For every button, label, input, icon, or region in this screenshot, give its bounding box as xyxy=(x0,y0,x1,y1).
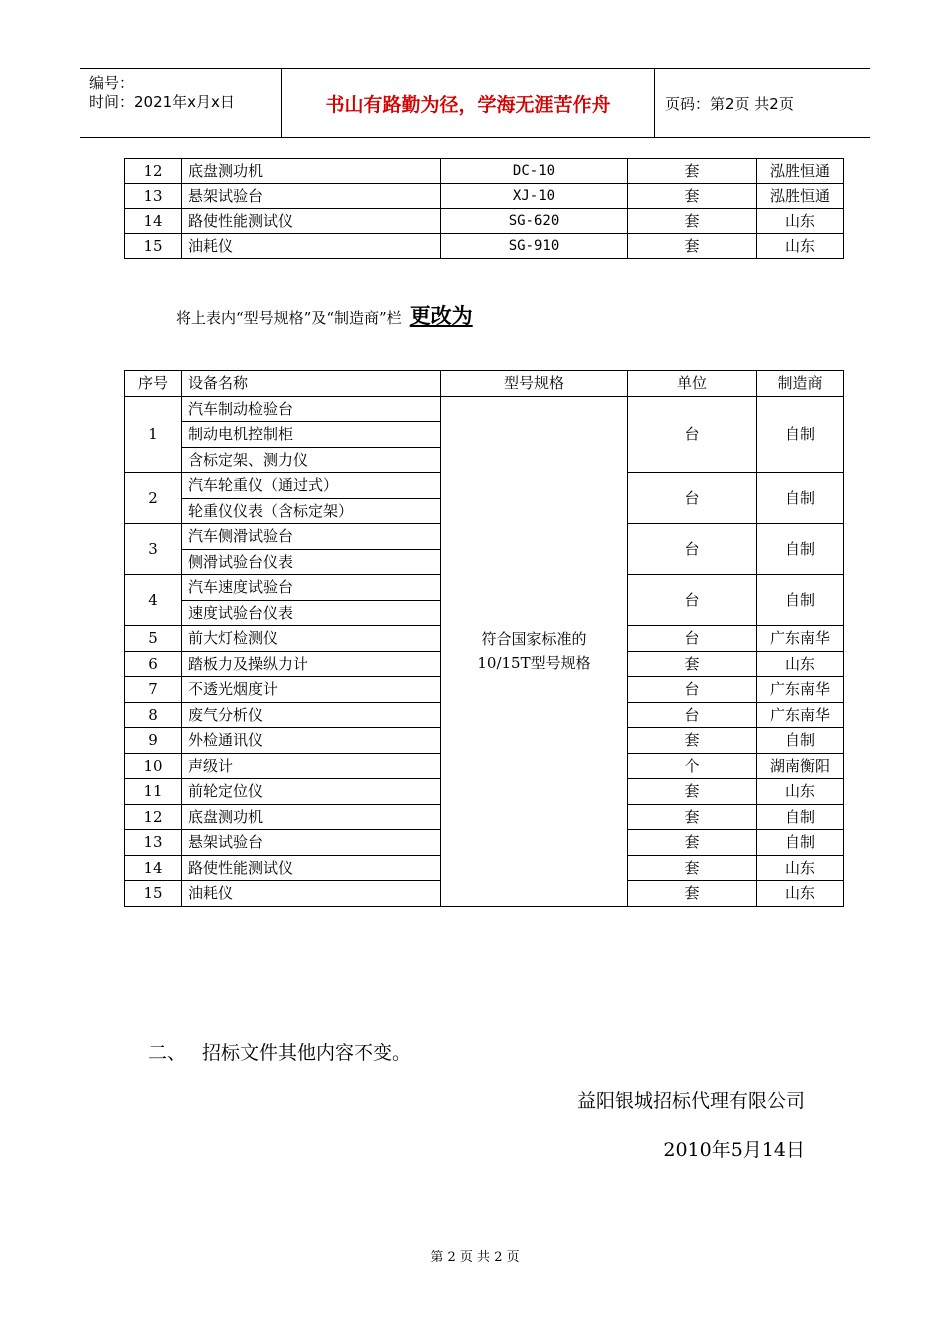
row-no: 2 xyxy=(125,473,182,524)
row-name: 汽车制动检验台 xyxy=(182,396,441,422)
signature-company: 益阳银城招标代理有限公司 xyxy=(576,1090,805,1112)
row-name: 底盘测功机 xyxy=(182,159,441,184)
row-no: 6 xyxy=(125,651,182,677)
row-name: 悬架试验台 xyxy=(182,184,441,209)
row-maker: 广东南华 xyxy=(757,702,844,728)
row-maker: 山东 xyxy=(757,209,844,234)
page-label: 页码：第2页 共2页 xyxy=(665,94,794,113)
row-unit: 套 xyxy=(628,855,757,881)
header-meta xyxy=(80,69,282,137)
row-name: 油耗仪 xyxy=(182,234,441,259)
row-maker: 泓胜恒通 xyxy=(757,184,844,209)
row-no: 15 xyxy=(125,881,182,907)
change-note xyxy=(176,300,473,330)
equipment-table-original xyxy=(124,158,844,259)
row-unit: 台 xyxy=(628,626,757,652)
row-maker: 泓胜恒通 xyxy=(757,159,844,184)
row-unit: 套 xyxy=(628,804,757,830)
row-name: 踏板力及操纵力计 xyxy=(182,651,441,677)
table-row xyxy=(125,396,844,422)
section-two-number: 二、 xyxy=(148,1042,187,1064)
row-name: 制动电机控制柜 xyxy=(182,422,441,448)
row-no: 12 xyxy=(125,804,182,830)
row-maker: 自制 xyxy=(757,396,844,473)
row-no: 7 xyxy=(125,677,182,703)
row-name: 侧滑试验台仪表 xyxy=(182,549,441,575)
row-no: 15 xyxy=(125,234,182,259)
row-unit: 台 xyxy=(628,524,757,575)
row-maker: 自制 xyxy=(757,830,844,856)
row-name: 前轮定位仪 xyxy=(182,779,441,805)
row-name: 汽车轮重仪（通过式） xyxy=(182,473,441,499)
header-unit: 单位 xyxy=(628,371,757,397)
row-name: 汽车速度试验台 xyxy=(182,575,441,601)
row-unit: 台 xyxy=(628,702,757,728)
row-no: 14 xyxy=(125,209,182,234)
page-footer: 第 2 页 共 2 页 xyxy=(430,1250,520,1265)
row-name: 声级计 xyxy=(182,753,441,779)
row-maker: 广东南华 xyxy=(757,626,844,652)
row-no: 5 xyxy=(125,626,182,652)
row-name: 路使性能测试仪 xyxy=(182,855,441,881)
row-unit: 台 xyxy=(628,396,757,473)
row-unit: 套 xyxy=(628,184,757,209)
row-name: 不透光烟度计 xyxy=(182,677,441,703)
row-unit: 套 xyxy=(628,234,757,259)
row-no: 4 xyxy=(125,575,182,626)
row-unit: 套 xyxy=(628,779,757,805)
row-no: 13 xyxy=(125,184,182,209)
row-unit: 套 xyxy=(628,830,757,856)
table-row xyxy=(125,209,844,234)
change-note-text: 将上表内“型号规格”及“制造商”栏 xyxy=(176,309,402,327)
code-label: 编号： xyxy=(89,74,135,92)
row-no: 8 xyxy=(125,702,182,728)
row-maker: 山东 xyxy=(757,855,844,881)
header-name: 设备名称 xyxy=(182,371,441,397)
change-note-emphasis: 更改为 xyxy=(409,304,473,328)
row-unit: 套 xyxy=(628,728,757,754)
row-unit: 台 xyxy=(628,473,757,524)
row-unit: 台 xyxy=(628,575,757,626)
row-maker: 山东 xyxy=(757,234,844,259)
equipment-table-revised xyxy=(124,370,844,907)
row-unit: 个 xyxy=(628,753,757,779)
row-model: SG-910 xyxy=(441,234,628,259)
row-name: 废气分析仪 xyxy=(182,702,441,728)
row-unit: 套 xyxy=(628,881,757,907)
section-two xyxy=(148,1038,411,1065)
row-model: SG-620 xyxy=(441,209,628,234)
row-name: 外检通讯仪 xyxy=(182,728,441,754)
row-no: 11 xyxy=(125,779,182,805)
row-no: 13 xyxy=(125,830,182,856)
row-name: 含标定架、测力仪 xyxy=(182,447,441,473)
row-unit: 套 xyxy=(628,651,757,677)
page-header xyxy=(80,68,870,138)
row-model: DC-10 xyxy=(441,159,628,184)
table-row xyxy=(125,234,844,259)
row-name: 前大灯检测仪 xyxy=(182,626,441,652)
signature-date: 2010年5月14日 xyxy=(663,1139,805,1161)
row-name: 底盘测功机 xyxy=(182,804,441,830)
header-maker: 制造商 xyxy=(757,371,844,397)
row-unit: 台 xyxy=(628,677,757,703)
row-name: 油耗仪 xyxy=(182,881,441,907)
row-no: 3 xyxy=(125,524,182,575)
row-name: 路使性能测试仪 xyxy=(182,209,441,234)
row-maker: 湖南衡阳 xyxy=(757,753,844,779)
row-no: 9 xyxy=(125,728,182,754)
row-unit: 套 xyxy=(628,209,757,234)
header-slogan: 书山有路勤为径，学海无涯苦作舟 xyxy=(282,69,655,137)
header-page xyxy=(655,69,870,137)
row-name: 悬架试验台 xyxy=(182,830,441,856)
row-no: 14 xyxy=(125,855,182,881)
row-maker: 自制 xyxy=(757,575,844,626)
row-no: 1 xyxy=(125,396,182,473)
header-model: 型号规格 xyxy=(441,371,628,397)
table-header-row xyxy=(125,371,844,397)
row-maker: 自制 xyxy=(757,524,844,575)
row-maker: 山东 xyxy=(757,651,844,677)
time-label: 时间：2021年x月x日 xyxy=(89,93,235,111)
row-name: 速度试验台仪表 xyxy=(182,600,441,626)
model-merged-cell: 符合国家标准的 10/15T型号规格 xyxy=(441,396,628,906)
table-row xyxy=(125,184,844,209)
row-no: 10 xyxy=(125,753,182,779)
row-maker: 山东 xyxy=(757,881,844,907)
header-no: 序号 xyxy=(125,371,182,397)
row-model: XJ-10 xyxy=(441,184,628,209)
row-maker: 山东 xyxy=(757,779,844,805)
table-row xyxy=(125,159,844,184)
row-maker: 广东南华 xyxy=(757,677,844,703)
row-no: 12 xyxy=(125,159,182,184)
row-name: 轮重仪仪表（含标定架） xyxy=(182,498,441,524)
row-maker: 自制 xyxy=(757,804,844,830)
section-two-text: 招标文件其他内容不变。 xyxy=(202,1042,412,1064)
row-maker: 自制 xyxy=(757,473,844,524)
row-maker: 自制 xyxy=(757,728,844,754)
row-name: 汽车侧滑试验台 xyxy=(182,524,441,550)
row-unit: 套 xyxy=(628,159,757,184)
